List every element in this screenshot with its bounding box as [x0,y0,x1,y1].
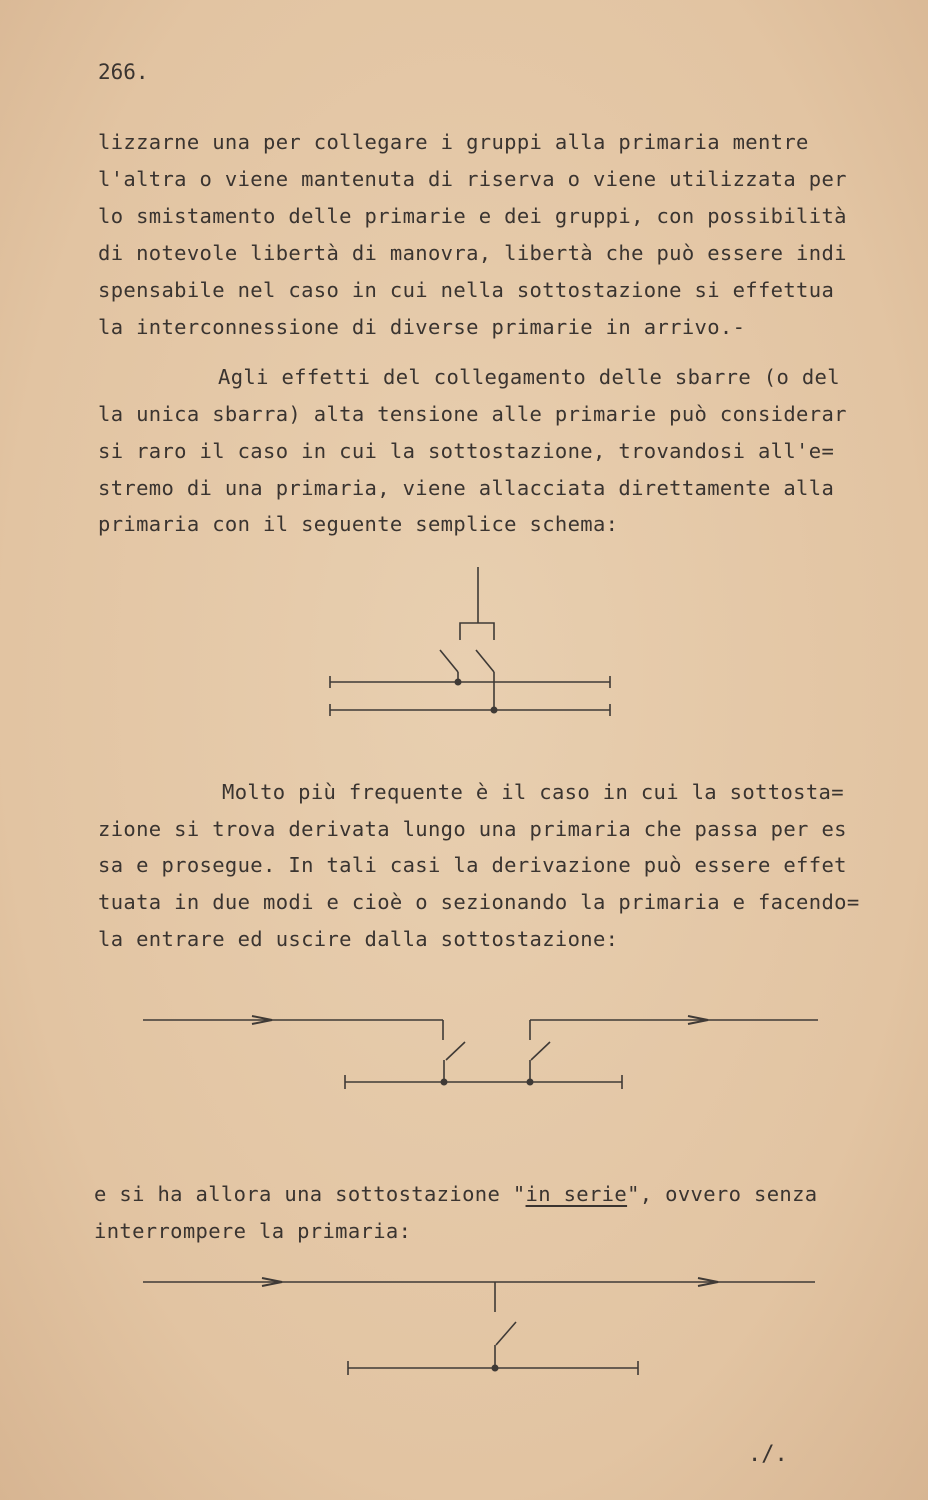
text-line: sa e prosegue. In tali casi la derivazione può essere effet [98,853,847,877]
text-fragment: e si ha allora una sottostazione " [94,1182,526,1206]
switch-blade [496,1322,516,1345]
text-line: la interconnessione di diverse primarie in arrivo.- [98,315,746,339]
text-line: tuata in due modi e cioè o sezionando la primaria e facendo= [98,890,860,914]
text-line: Agli effetti del collegamento delle sbarre (o del [218,365,840,389]
text-line: spensabile nel caso in cui nella sottostazione si effettua [98,278,835,302]
junction-node [492,1365,499,1372]
underlined-emphasis: in serie [525,1182,628,1206]
text-line: la unica sbarra) alta tensione alle primarie può considerar [98,402,847,426]
text-line: si raro il caso in cui la sottostazione, trovandosi all'e= [98,439,835,463]
text-line: stremo di una primaria, viene allacciata direttamente alla [98,476,835,500]
text-line: zione si trova derivata lungo una primaria che passa per es [98,817,847,841]
text-line: interrompere la primaria: [94,1219,412,1243]
text-line: l'altra o viene mantenuta di riserva o viene utilizzata per [98,167,847,191]
text-line: la entrare ed uscire dalla sottostazione: [98,927,619,951]
text-fragment: ", ovvero senza [627,1182,818,1206]
page-number: 266. [98,60,149,84]
continuation-mark: ./. [748,1442,788,1467]
text-line: di notevole libertà di manovra, libertà che può essere indi [98,241,847,265]
text-line: Molto più frequente è il caso in cui la sottosta= [222,780,844,804]
text-line: lizzarne una per collegare i gruppi alla primaria mentre [98,130,809,154]
text-line: lo smistamento delle primarie e dei gruppi, con possibilità [98,204,847,228]
text-line: primaria con il seguente semplice schema: [98,512,619,536]
